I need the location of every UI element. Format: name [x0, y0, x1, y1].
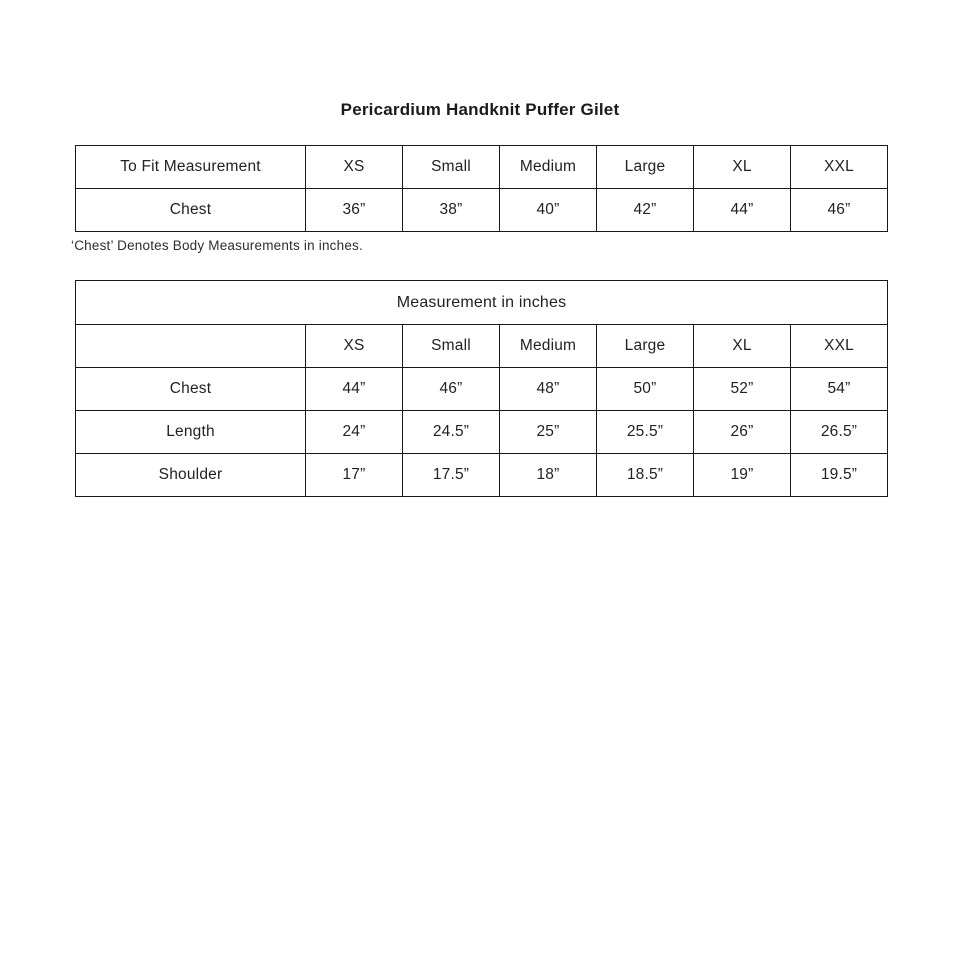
- measurement-length-xl: 26”: [694, 411, 791, 454]
- fit-header-large: Large: [597, 146, 694, 189]
- measurement-header-xl: XL: [694, 325, 791, 368]
- measurement-length-small: 24.5”: [403, 411, 500, 454]
- fit-header-medium: Medium: [500, 146, 597, 189]
- measurement-shoulder-xxl: 19.5”: [791, 454, 888, 497]
- measurement-table-header-row: [76, 325, 888, 368]
- measurement-length-xs: 24”: [306, 411, 403, 454]
- fit-row-label-chest: Chest: [76, 189, 306, 232]
- measurement-header-xs: XS: [306, 325, 403, 368]
- measurement-shoulder-xs: 17”: [306, 454, 403, 497]
- measurement-length-large: 25.5”: [597, 411, 694, 454]
- measurement-chest-medium: 48”: [500, 368, 597, 411]
- measurement-shoulder-small: 17.5”: [403, 454, 500, 497]
- page-title: Pericardium Handknit Puffer Gilet: [340, 100, 620, 119]
- fit-chest-medium: 40”: [500, 189, 597, 232]
- measurement-table-title: Measurement in inches: [76, 281, 888, 325]
- fit-chest-xl: 44”: [694, 189, 791, 232]
- measurement-chest-xxl: 54”: [791, 368, 888, 411]
- fit-header-xs: XS: [306, 146, 403, 189]
- measurement-chest-xs: 44”: [306, 368, 403, 411]
- chest-footnote: ‘Chest’ Denotes Body Measurements in inches.: [71, 238, 363, 253]
- fit-table-chest-row: [76, 189, 888, 232]
- measurement-in-inches-table: [75, 280, 888, 497]
- measurement-table-title-row: [76, 281, 888, 325]
- measurement-shoulder-row: [76, 454, 888, 497]
- measurement-length-medium: 25”: [500, 411, 597, 454]
- fit-chest-xxl: 46”: [791, 189, 888, 232]
- measurement-row-label-chest: Chest: [76, 368, 306, 411]
- fit-table-header-row: [76, 146, 888, 189]
- measurement-header-small: Small: [403, 325, 500, 368]
- measurement-chest-xl: 52”: [694, 368, 791, 411]
- measurement-chest-large: 50”: [597, 368, 694, 411]
- fit-header-small: Small: [403, 146, 500, 189]
- measurement-header-large: Large: [597, 325, 694, 368]
- measurement-header-blank: [76, 325, 306, 368]
- measurement-shoulder-large: 18.5”: [597, 454, 694, 497]
- fit-header-xxl: XXL: [791, 146, 888, 189]
- fit-header-label: To Fit Measurement: [76, 146, 306, 189]
- fit-chest-large: 42”: [597, 189, 694, 232]
- measurement-row-label-length: Length: [76, 411, 306, 454]
- fit-header-xl: XL: [694, 146, 791, 189]
- measurement-row-label-shoulder: Shoulder: [76, 454, 306, 497]
- fit-chest-small: 38”: [403, 189, 500, 232]
- to-fit-measurement-table: [75, 145, 888, 232]
- measurement-length-xxl: 26.5”: [791, 411, 888, 454]
- measurement-shoulder-medium: 18”: [500, 454, 597, 497]
- measurement-header-medium: Medium: [500, 325, 597, 368]
- fit-chest-xs: 36”: [306, 189, 403, 232]
- measurement-shoulder-xl: 19”: [694, 454, 791, 497]
- measurement-length-row: [76, 411, 888, 454]
- measurement-chest-row: [76, 368, 888, 411]
- measurement-header-xxl: XXL: [791, 325, 888, 368]
- measurement-chest-small: 46”: [403, 368, 500, 411]
